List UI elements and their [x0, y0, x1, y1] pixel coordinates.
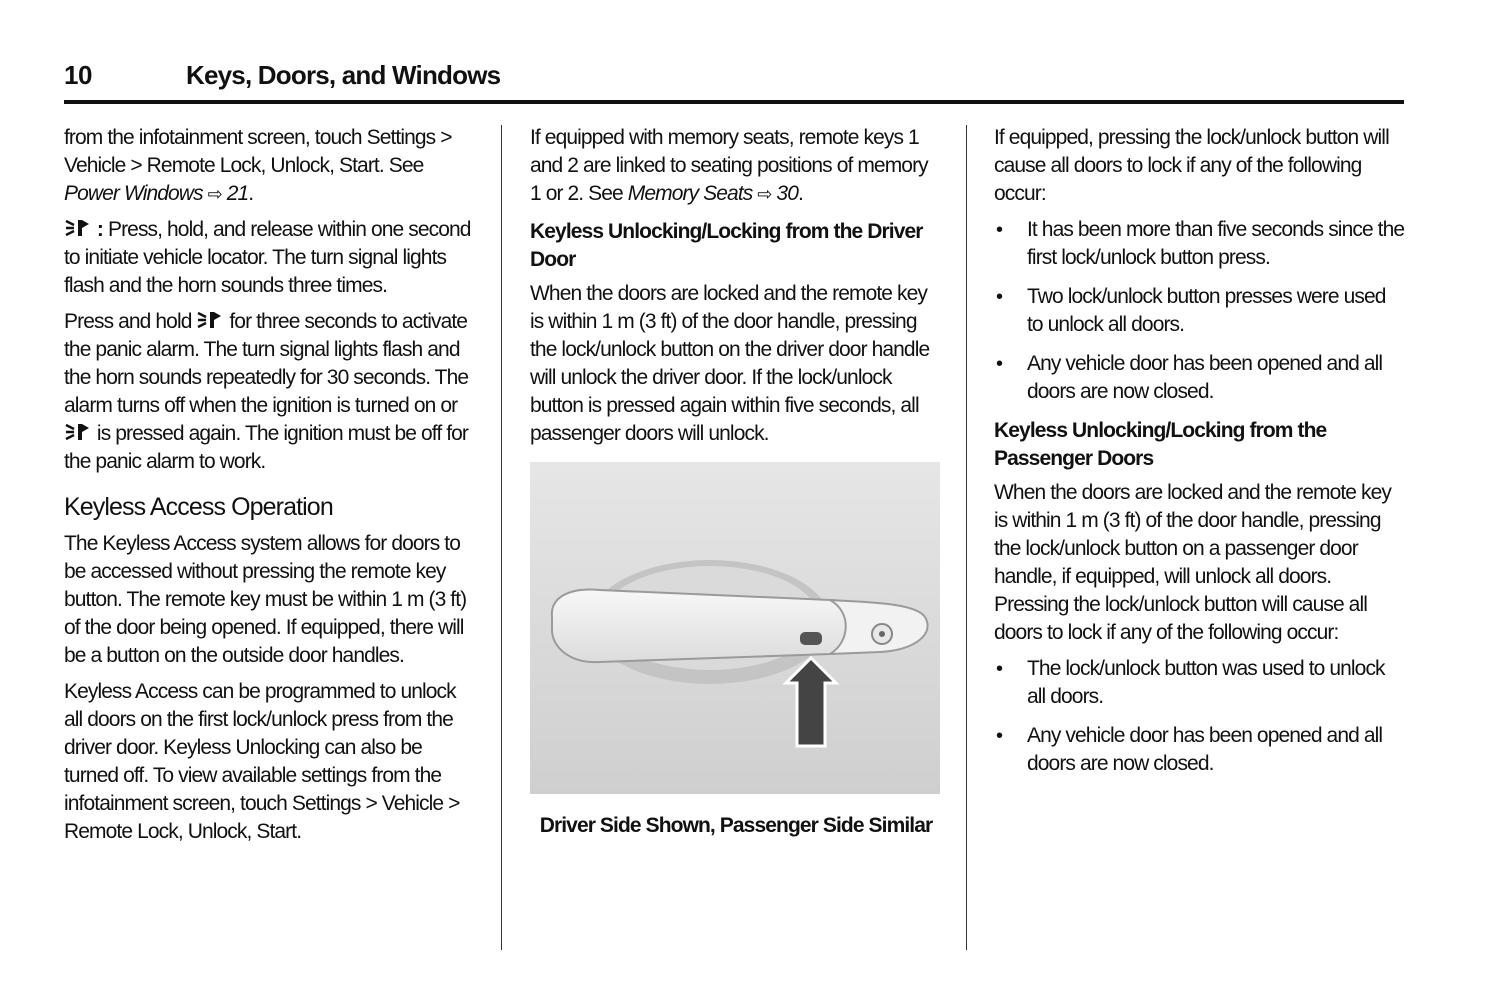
figure-caption: Driver Side Shown, Passenger Side Similar: [539, 814, 933, 837]
list-item: • Two lock/unlock button presses were used to unlock all doors.: [996, 285, 1386, 336]
bullet-icon: •: [996, 286, 1003, 308]
bullet-icon: •: [996, 658, 1003, 680]
list-item: • The lock/unlock button was used to unlock all doors.: [996, 657, 1385, 708]
subsection-heading: Keyless Unlocking/Locking from the Driver Door: [530, 220, 923, 271]
door-handle-icon: [530, 462, 940, 794]
page-ref-arrow-icon: ⇨: [757, 184, 772, 204]
section-heading: Keyless Access Operation: [64, 493, 333, 521]
bullet-list: [994, 216, 1406, 406]
bullet-icon: •: [996, 725, 1003, 747]
paragraph: : Press, hold, and release within one second to initiate vehicle locator. The turn signal lights flash and the horn sounds three times.: [64, 218, 471, 297]
paragraph: The Keyless Access system allows for doors to be accessed without pressing the remote key button. The remote key must be within 1 m (3 ft) of the door being opened. If equipped, there will be a button on the outside door handles.: [64, 532, 467, 667]
paragraph: If equipped, pressing the lock/unlock button will cause all doors to lock if any of the following occur:: [994, 126, 1389, 205]
paragraph: Keyless Access can be programmed to unlock all doors on the first lock/unlock press from the driver door. Keyless Unlocking can also be turned off. To view available settings from the infotainment screen, touch Settings > Vehicle > Remote Lock, Unlock, Start.: [64, 680, 460, 843]
paragraph: If equipped with memory seats, remote keys 1 and 2 are linked to seating positions of memory 1 or 2. See Memory Seats ⇨ 30.: [530, 126, 928, 205]
vehicle-locator-icon: [64, 218, 90, 238]
lock-unlock-button-icon: [800, 632, 822, 645]
vehicle-locator-icon: [64, 422, 90, 442]
chapter-title: Keys, Doors, and Windows: [186, 60, 501, 90]
paragraph: Press and hold for three seconds to activate the panic alarm. The turn signal lights flash and the horn sounds repeatedly for 30 seconds. The alarm turns off when the ignition is turned on or is pressed again. The ignition must be off for the panic alarm to work.: [64, 310, 469, 473]
bullet-icon: •: [996, 219, 1003, 241]
bullet-list: [994, 655, 1406, 778]
column-left: [64, 124, 476, 854]
paragraph: When the doors are locked and the remote key is within 1 m (3 ft) of the door handle, pressing the lock/unlock button on the driver door handle will unlock the driver door. If the lock/unlock button is pressed again within five seconds, all passenger doors will unlock.: [530, 282, 930, 445]
vehicle-locator-icon: [196, 310, 222, 330]
bullet-icon: •: [996, 353, 1003, 375]
column-divider: [966, 125, 967, 950]
page-reference-link[interactable]: Memory Seats ⇨ 30: [627, 182, 798, 205]
paragraph: When the doors are locked and the remote key is within 1 m (3 ft) of the door handle, pressing the lock/unlock button on a passenger door handle, if equipped, will unlock all doors. Pressing the lock/unlock button will cause all doors to lock if any of the following occur:: [994, 481, 1391, 644]
subsection-heading: Keyless Unlocking/Locking from the Passenger Doors: [994, 419, 1327, 470]
list-item: • Any vehicle door has been opened and all doors are now closed.: [996, 352, 1383, 403]
column-right: [994, 124, 1406, 789]
list-item: • It has been more than five seconds since the first lock/unlock button press.: [996, 218, 1405, 269]
page-ref-arrow-icon: ⇨: [207, 184, 222, 204]
door-handle-illustration: [530, 462, 940, 794]
page-reference-link[interactable]: Power Windows ⇨ 21: [64, 182, 249, 205]
page-header: [64, 58, 1404, 104]
page-number: 10: [64, 60, 92, 90]
column-middle: [530, 124, 942, 840]
list-item: • Any vehicle door has been opened and all doors are now closed.: [996, 724, 1383, 775]
column-divider: [501, 125, 502, 950]
paragraph: from the infotainment screen, touch Settings > Vehicle > Remote Lock, Unlock, Start. See Power Windows ⇨ 21.: [64, 126, 452, 205]
